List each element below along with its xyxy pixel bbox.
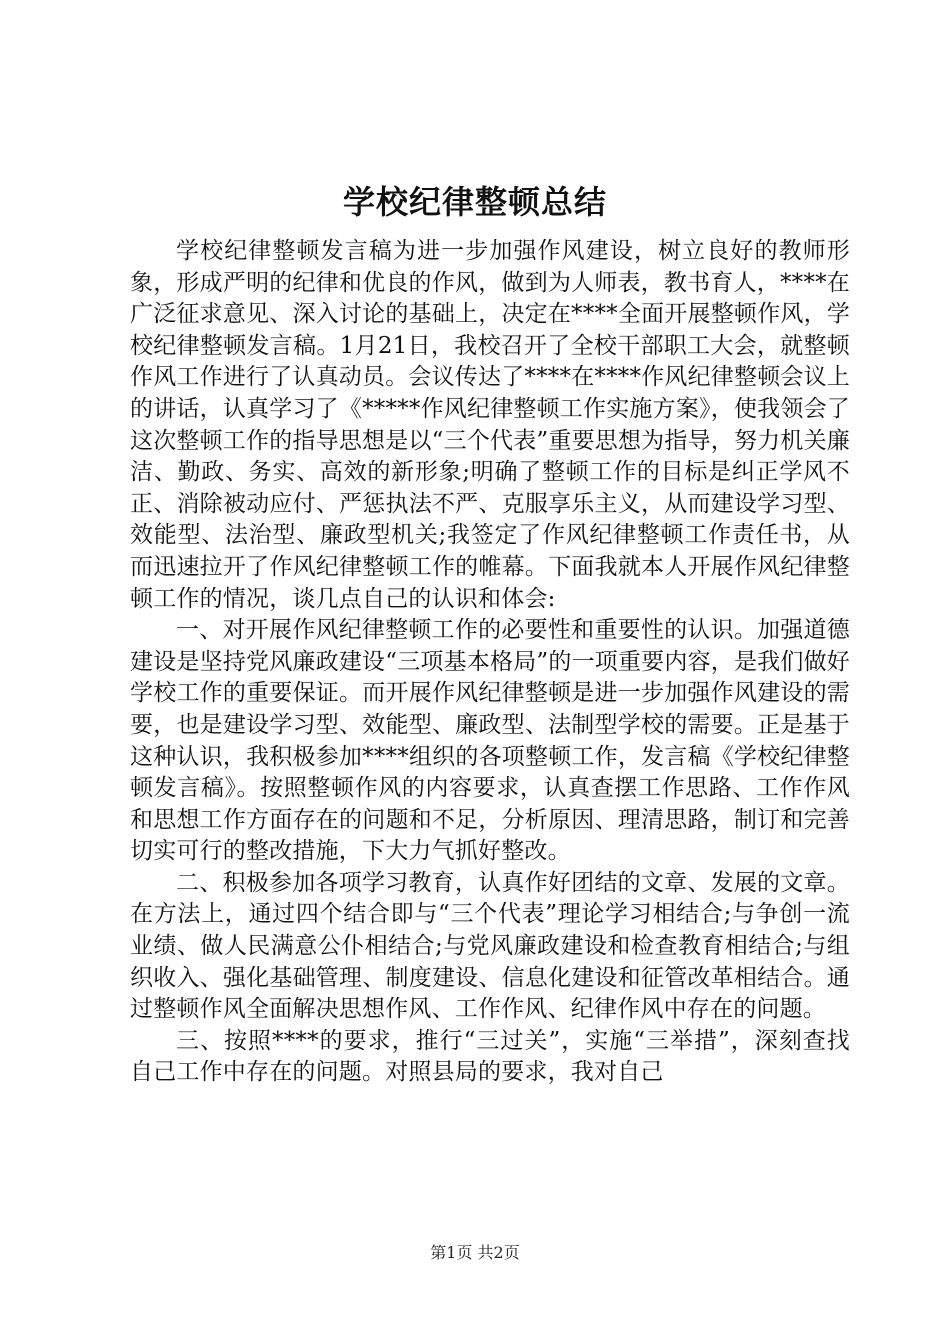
paragraph-section-1: 一、对开展作风纪律整顿工作的必要性和重要性的认识。加强道德建设是坚持党风廉政建设“三项基本格局”的一项重要内容，是我们做好学校工作的重要保证。而开展作风纪律整顿是进一步加强作风建设的需要，也是建设学习型、效能型、廉政型、法制型学校的需要。正是基于这种认识，我积极参加****组织的各项整顿工作，发言稿《学校纪律整顿发言稿》。按照整顿作风的内容要求，认真查摆工作思路、工作作风和思想工作方面存在的问题和不足，分析原因、理清思路，制订和完善切实可行的整改措施，下大力气抓好整改。 — [130, 617, 850, 865]
page-number-footer: 第1页 共2页 — [430, 1243, 520, 1262]
paragraph-section-3: 三、按照****的要求，推行“三过关”，实施“三举措”，深刻查找自己工作中存在的问题。对照县局的要求，我对自己 — [130, 1027, 850, 1086]
paragraph-intro: 学校纪律整顿发言稿为进一步加强作风建设，树立良好的教师形象，形成严明的纪律和优良的作风，做到为人师表，教书育人，****在广泛征求意见、深入讨论的基础上，决定在****全面开展整顿作风，学校纪律整顿发言稿。1月21日，我校召开了全校干部职工大会，就整顿作风工作进行了认真动员。会议传达了****在****作风纪律整顿会议上的讲话，认真学习了《*****作风纪律整顿工作实施方案》，使我领会了这次整顿工作的指导思想是以“三个代表”重要思想为指导，努力机关廉洁、勤政、务实、高效的新形象;明确了整顿工作的目标是纠正学风不正、消除被动应付、严惩执法不严、克服享乐主义，从而建设学习型、效能型、法治型、廉政型机关;我签定了作风纪律整顿工作责任书，从而迅速拉开了作风纪律整顿工作的帷幕。下面我就本人开展作风纪律整顿工作的情况，谈几点自己的认识和体会: — [130, 238, 850, 612]
paragraph-section-2: 二、积极参加各项学习教育，认真作好团结的文章、发展的文章。在方法上，通过四个结合即与“三个代表”理论学习相结合;与争创一流业绩、做人民满意公仆相结合;与党风廉政建设和检查教育相结合;与组织收入、强化基础管理、制度建设、信息化建设和征管改革相结合。通过整顿作风全面解决思想作风、工作作风、纪律作风中存在的问题。 — [130, 869, 850, 1023]
document-title: 学校纪律整顿总结 — [342, 183, 607, 221]
document-body — [130, 236, 850, 1089]
